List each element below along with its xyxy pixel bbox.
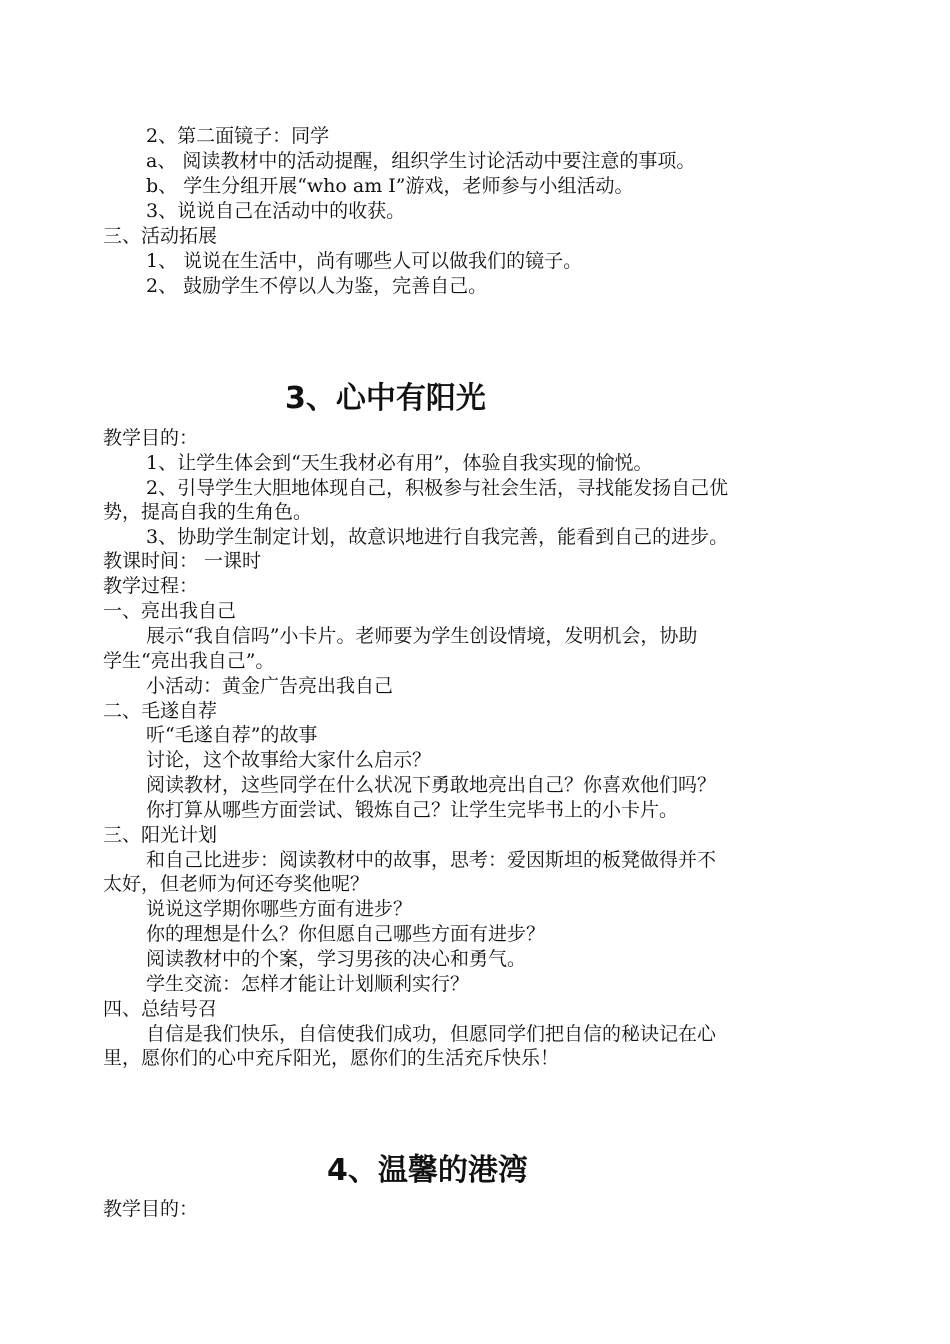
section-heading: 四、总结号召: [103, 998, 218, 1020]
text-line: 阅读教材中的个案，学习男孩的决心和勇气。: [146, 948, 527, 970]
text-line: 自信是我们快乐，自信使我们成功，但愿同学们把自信的秘诀记在心: [146, 1023, 717, 1045]
text-line: 教课时间： 一课时: [103, 550, 262, 572]
text-line: 说说这学期你哪些方面有进步？: [146, 898, 413, 920]
text-line: 3、协助学生制定计划，故意识地进行自我完善，能看到自己的进步。: [146, 526, 729, 548]
text-line: 里，愿你们的心中充斥阳光，愿你们的生活充斥快乐！: [103, 1047, 560, 1069]
text-line: 1、 说说在生活中，尚有哪些人可以做我们的镜子。: [146, 250, 583, 272]
text-line: b、 学生分组开展“who am I”游戏，老师参与小组活动。: [146, 175, 634, 197]
section-heading: 三、阳光计划: [103, 824, 218, 846]
text-line: 你打算从哪些方面尝试、锻炼自己？让学生完毕书上的小卡片。: [146, 799, 679, 821]
text-line: 学生交流：怎样才能让计划顺利实行？: [146, 973, 470, 995]
text-line: 你的理想是什么？你但愿自己哪些方面有进步？: [146, 923, 546, 945]
text-line: 和自己比进步：阅读教材中的故事，思考：爱因斯坦的板凳做得并不: [146, 849, 717, 871]
section-heading: 二、毛遂自荐: [103, 700, 218, 722]
text-line: a、 阅读教材中的活动提醒，组织学生讨论活动中要注意的事项。: [146, 150, 696, 172]
section-heading: 三、活动拓展: [103, 225, 218, 247]
text-line: 小活动：黄金广告亮出我自己: [146, 675, 394, 697]
text-line: 2、第二面镜子：同学: [146, 125, 330, 147]
text-line: 教学目的：: [103, 1198, 199, 1220]
text-line: 2、 鼓励学生不停以人为鉴，完善自己。: [146, 275, 488, 297]
text-line: 学生“亮出我自己”。: [103, 650, 275, 672]
text-line: 展示“我自信吗”小卡片。老师要为学生创设情境，发明机会，协助: [146, 625, 698, 647]
lesson-title: 3、心中有阳光: [285, 381, 486, 416]
text-line: 讨论，这个故事给大家什么启示？: [146, 749, 432, 771]
text-line: 势，提高自我的生角色。: [103, 501, 313, 523]
section-heading: 一、亮出我自己: [103, 600, 237, 622]
text-line: 听“毛遂自荐”的故事: [146, 724, 318, 746]
text-line: 教学过程：: [103, 575, 199, 597]
lesson-title: 4、温馨的港湾: [327, 1153, 528, 1188]
text-line: 2、引导学生大胆地体现自己，积极参与社会生活，寻找能发扬自己优: [146, 477, 729, 499]
text-line: 教学目的：: [103, 427, 199, 449]
text-line: 太好，但老师为何还夸奖他呢？: [103, 873, 370, 895]
text-line: 3、说说自己在活动中的收获。: [146, 200, 406, 222]
text-line: 1、让学生体会到“天生我材必有用”，体验自我实现的愉悦。: [146, 452, 653, 474]
text-line: 阅读教材，这些同学在什么状况下勇敢地亮出自己？你喜欢他们吗？: [146, 774, 717, 796]
